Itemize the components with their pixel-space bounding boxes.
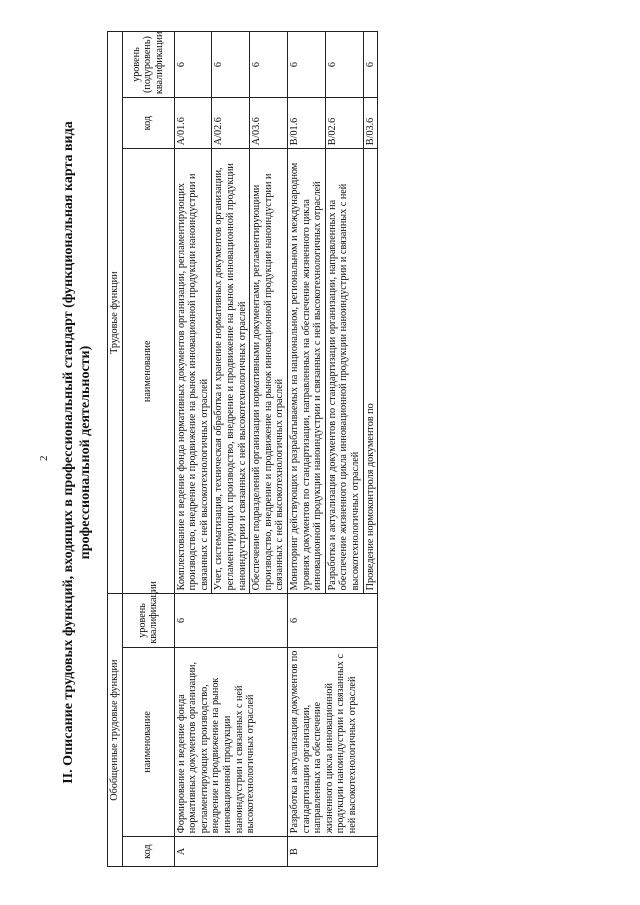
gen-level: 6 xyxy=(287,594,377,647)
func-level: 6 xyxy=(325,32,363,98)
header-generalized: Обобщенные трудовые функции xyxy=(108,594,123,867)
func-code: A/01.6 xyxy=(174,98,212,149)
title-line-1: II. Описание трудовых функций, входящих в профессиональный стандарт (функциональная карта вида xyxy=(61,121,76,784)
gen-level: 6 xyxy=(174,594,287,647)
func-code: B/01.6 xyxy=(287,98,325,149)
header-row-columns xyxy=(122,32,174,867)
func-name: Проведение нормоконтроля документов по xyxy=(363,149,378,594)
header-func-code: код xyxy=(122,98,174,149)
func-code: A/03.6 xyxy=(250,98,288,149)
func-level: 6 xyxy=(250,32,288,98)
func-level: 6 xyxy=(174,32,212,98)
gen-code: A xyxy=(174,837,287,867)
header-gen-level: уровень квалификации xyxy=(122,594,174,647)
func-name: Разработка и актуализация документов по стандартизации организации, направленных на обеспечение жизненного цикла инновационной продукции наноиндустрии и связанных с ней высокотехнологичных отраслей xyxy=(325,149,363,594)
func-name: Мониторинг действующих и разрабатываемых на национальном, региональном и международном уровнях документов по стандартизации, направленных на обеспечение жизненного цикла инновационной продукции наноиндустрии и связанных с ней высокотехнологичных отраслей xyxy=(287,149,325,594)
func-code: B/03.6 xyxy=(363,98,378,149)
header-func-name: наименование xyxy=(122,149,174,594)
gen-name: Разработка и актуализация документов по стандартизации организации, направленных на обеспечение жизненного цикла инновационной продукции наноиндустрии и связанных с ней высокотехнологичных отраслей xyxy=(287,647,377,837)
func-level: 6 xyxy=(212,32,250,98)
gen-code: B xyxy=(287,837,377,867)
func-name: Учет, систематизация, техническая обработка и хранение нормативных документов организации, регламентирующих производство, внедрение и продвижение на рынок инновационной продукции наноиндустрии и связанных с ней высокотехнологичных отраслей xyxy=(212,149,250,594)
header-row-groups xyxy=(108,32,123,867)
header-gen-code: код xyxy=(122,837,174,867)
table-row xyxy=(287,32,325,867)
func-code: B/02.6 xyxy=(325,98,363,149)
page-number: 2 xyxy=(38,455,50,461)
func-level: 6 xyxy=(287,32,325,98)
gen-name: Формирование и ведение фонда нормативных документов организации, регламентирующих производство, внедрение и продвижение на рынок инновационной продукции наноиндустрии и связанных с ней высокотехнологичных отраслей xyxy=(174,647,287,837)
header-labor: Трудовые функции xyxy=(108,32,123,594)
header-gen-name: наименование xyxy=(122,647,174,837)
title-line-2: профессиональной деятельности) xyxy=(78,345,93,560)
func-name: Комплектование и ведение фонда нормативных документов организации, регламентирующих производство, внедрение и продвижение на рынок инновационной продукции наноиндустрии и связанных с ней высокотехнологичных отраслей xyxy=(174,149,212,594)
section-title xyxy=(60,60,94,845)
func-code: A/02.6 xyxy=(212,98,250,149)
table-row xyxy=(174,32,212,867)
func-level: 6 xyxy=(363,32,378,98)
header-func-level: уровень (подуровень) квалификации xyxy=(122,32,174,98)
functions-table xyxy=(107,31,378,867)
func-name: Обеспечение подразделений организации нормативными документами, регламентирующими производство, внедрение и продвижение на рынок инновационной продукции наноиндустрии и связанных с ней высокотехнологичных отраслей xyxy=(250,149,288,594)
